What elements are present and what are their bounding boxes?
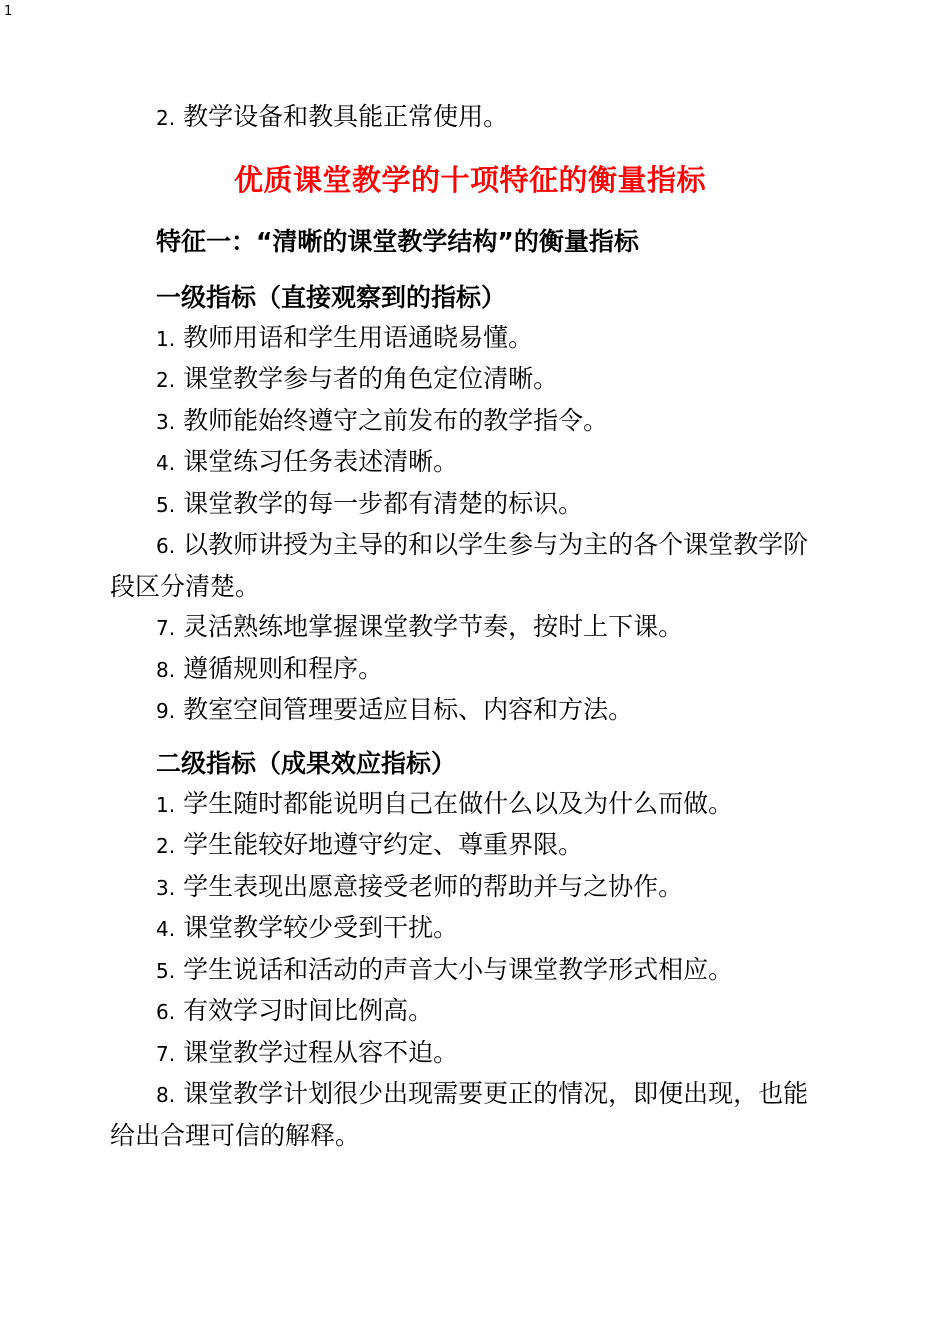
item-number: 4. bbox=[156, 917, 176, 941]
item-text: 灵活熟练地掌握课堂教学节奏，按时上下课。 bbox=[183, 612, 684, 641]
item-number: 2. bbox=[156, 368, 176, 392]
item-text: 教学设备和教具能正常使用。 bbox=[183, 102, 509, 131]
item-text: 课堂教学计划很少出现需要更正的情况，即便出现，也能给出合理可信的解释。 bbox=[110, 1079, 809, 1150]
item-number: 2. bbox=[156, 106, 176, 130]
list-item bbox=[110, 1074, 830, 1156]
item-number: 2. bbox=[156, 834, 176, 858]
list-item bbox=[110, 484, 830, 526]
item-number: 4. bbox=[156, 451, 176, 475]
item-text: 课堂教学过程从容不迫。 bbox=[183, 1037, 459, 1067]
item-number: 1. bbox=[156, 792, 176, 817]
item-text: 有效学习时间比例高。 bbox=[183, 996, 434, 1025]
item-number: 3. bbox=[156, 875, 176, 900]
item-number: 8. bbox=[156, 1083, 176, 1107]
item-text: 教师用语和学生用语通晓易懂。 bbox=[183, 322, 534, 352]
list-item bbox=[110, 991, 830, 1033]
list-item bbox=[110, 825, 830, 867]
list-item bbox=[110, 525, 830, 607]
item-number: 6. bbox=[156, 1000, 176, 1024]
page-title: 优质课堂教学的十项特征的衡量指标 bbox=[233, 162, 706, 197]
item-text: 教室空间管理要适应目标、内容和方法。 bbox=[183, 695, 634, 724]
level1-heading: 一级指标（直接观察到的指标） bbox=[156, 282, 507, 312]
list-item bbox=[110, 784, 830, 826]
item-number: 7. bbox=[156, 616, 176, 640]
item-text: 教师能始终遵守之前发布的教学指令。 bbox=[183, 405, 609, 435]
item-text: 以教师讲授为主导的和以学生参与为主的各个课堂教学阶段区分清楚。 bbox=[110, 530, 809, 601]
level2-heading: 二级指标（成果效应指标） bbox=[156, 748, 457, 778]
item-number: 3. bbox=[156, 409, 176, 434]
item-number: 5. bbox=[156, 492, 176, 517]
list-item bbox=[110, 359, 830, 401]
document-body bbox=[110, 97, 830, 1156]
list-item bbox=[110, 318, 830, 360]
item-number: 1. bbox=[156, 326, 176, 351]
item-text: 学生说话和活动的声音大小与课堂教学形式相应。 bbox=[183, 954, 734, 984]
list-item bbox=[110, 1033, 830, 1075]
item-text: 学生能较好地遵守约定、尊重界限。 bbox=[183, 830, 584, 859]
item-text: 课堂教学参与者的角色定位清晰。 bbox=[183, 364, 559, 393]
item-text: 课堂练习任务表述清晰。 bbox=[183, 447, 459, 476]
item-text: 学生随时都能说明自己在做什么以及为什么而做。 bbox=[183, 788, 734, 818]
list-item bbox=[110, 908, 830, 950]
list-item bbox=[110, 690, 830, 732]
list-item bbox=[110, 401, 830, 443]
feature-heading: 特征一：“清晰的课堂教学结构”的衡量指标 bbox=[156, 226, 639, 256]
list-item bbox=[110, 97, 830, 139]
list-item bbox=[110, 950, 830, 992]
list-item bbox=[110, 867, 830, 909]
list-item bbox=[110, 649, 830, 691]
item-number: 9. bbox=[156, 699, 176, 723]
item-number: 5. bbox=[156, 958, 176, 983]
item-text: 遵循规则和程序。 bbox=[183, 653, 384, 683]
item-number: 8. bbox=[156, 657, 176, 682]
list-item bbox=[110, 607, 830, 649]
item-text: 课堂教学的每一步都有清楚的标识。 bbox=[183, 488, 584, 518]
item-text: 课堂教学较少受到干扰。 bbox=[183, 913, 459, 942]
list-item bbox=[110, 442, 830, 484]
page-number: 1 bbox=[4, 4, 13, 19]
item-number: 6. bbox=[156, 534, 176, 558]
item-number: 7. bbox=[156, 1041, 176, 1066]
item-text: 学生表现出愿意接受老师的帮助并与之协作。 bbox=[183, 871, 684, 901]
